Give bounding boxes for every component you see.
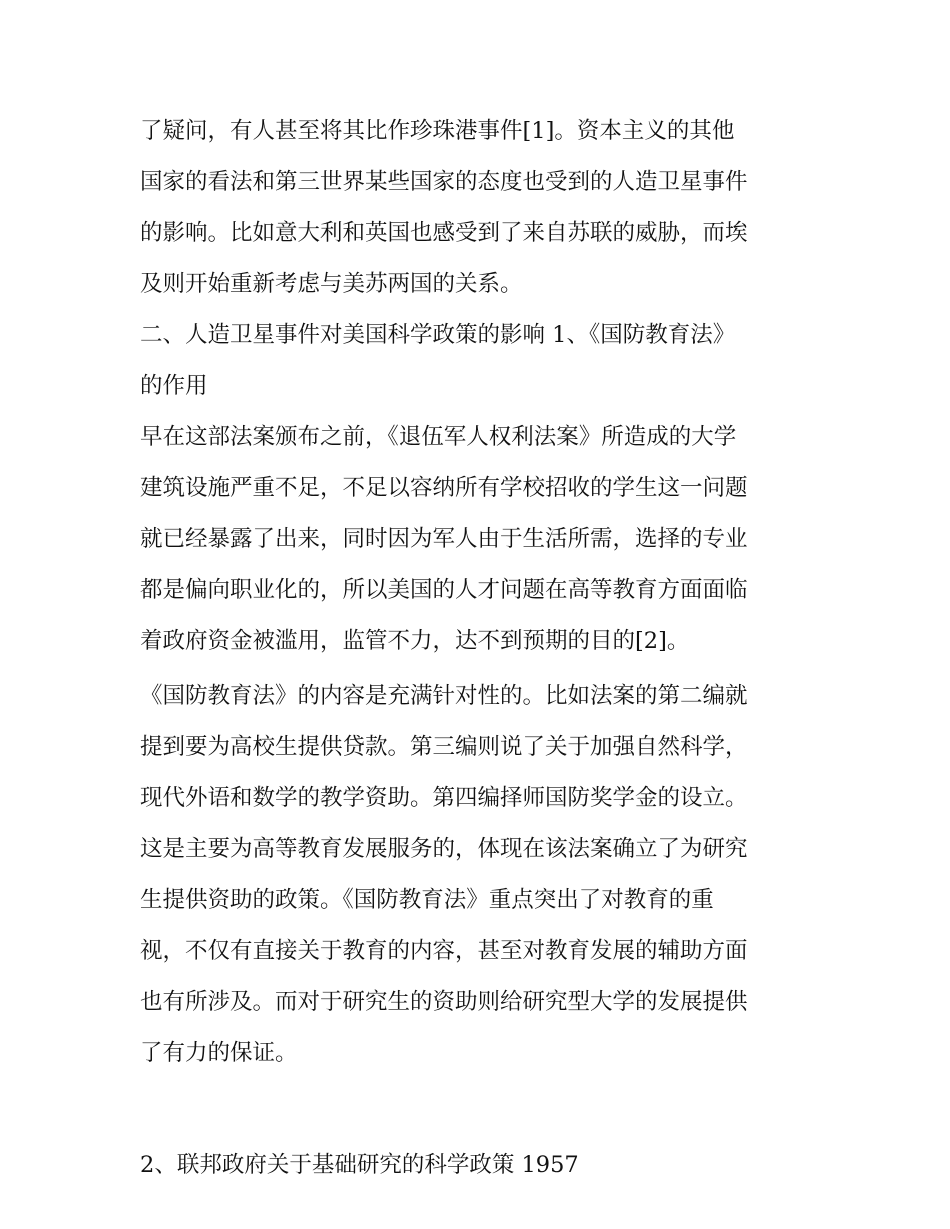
text-line: 国家的看法和第三世界某些国家的态度也受到的人造卫星事件 [140, 169, 748, 195]
text-line: 也有所涉及。而对于研究生的资助则给研究型大学的发展提供 [140, 989, 748, 1015]
text-line: 视，不仅有直接关于教育的内容，甚至对教育发展的辅助方面 [140, 938, 748, 964]
text-line: 生提供资助的政策。《国防教育法》重点突出了对教育的重 [140, 887, 714, 913]
text-line: 了有力的保证。 [140, 1040, 298, 1066]
text-line: 了疑问，有人甚至将其比作珍珠港事件[1]。资本主义的其他 [140, 118, 735, 144]
text-line: 《国防教育法》的内容是充满针对性的。比如法案的第二编就 [140, 683, 748, 709]
text-line: 提到要为高校生提供贷款。第三编则说了关于加强自然科学， [140, 734, 748, 760]
text-line: 的影响。比如意大利和英国也感受到了来自苏联的威胁，而埃 [140, 220, 748, 246]
text-line: 这是主要为高等教育发展服务的，体现在该法案确立了为研究 [140, 836, 748, 862]
paragraph-sputnik-impact [140, 106, 820, 310]
section-heading-science-policy [140, 310, 820, 412]
heading-line: 二、人造卫星事件对美国科学政策的影响 1、《国防教育法》 [140, 322, 736, 348]
text-line: 建筑设施严重不足，不足以容纳所有学校招收的学生这一问题 [140, 475, 748, 501]
text-line: 现代外语和数学的教学资助。第四编择师国防奖学金的设立。 [140, 785, 748, 811]
text-line: 早在这部法案颁布之前，《退伍军人权利法案》所造成的大学 [140, 424, 737, 450]
text-line: 就已经暴露了出来，同时因为军人由于生活所需，选择的专业 [140, 526, 748, 552]
text-line: 都是偏向职业化的，所以美国的人才问题在高等教育方面面临 [140, 577, 748, 603]
document-body [140, 106, 820, 1191]
heading-line: 的作用 [140, 373, 208, 399]
section-heading-basic-research [140, 1140, 820, 1191]
paragraph-veterans-act [140, 412, 820, 667]
text-line [140, 1079, 820, 1130]
heading-line: 2、联邦政府关于基础研究的科学政策 1957 [140, 1152, 579, 1178]
paragraph-defense-education-act [140, 671, 820, 1130]
text-line: 及则开始重新考虑与美苏两国的关系。 [140, 271, 523, 297]
text-line: 着政府资金被滥用，监管不力，达不到预期的目的[2]。 [140, 628, 690, 654]
